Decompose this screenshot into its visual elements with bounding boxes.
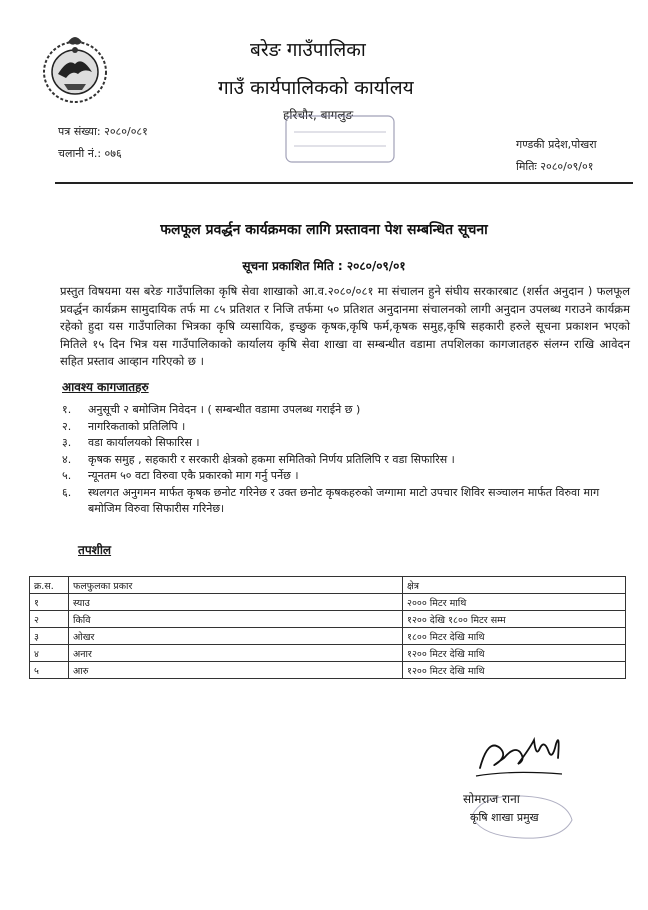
cell-sn: ३ — [30, 628, 69, 645]
cell-sn: २ — [30, 611, 69, 628]
documents-title: आवश्य कागजातहरु — [62, 380, 149, 394]
cell-area: १२०० देखि १८०० मिटर सम्म — [403, 611, 626, 628]
table-row — [30, 628, 626, 645]
cell-sn: १ — [30, 594, 69, 611]
reference-left — [58, 121, 148, 165]
notice-subject: फलफूल प्रवर्द्धन कार्यक्रमका लागि प्रस्तावना पेश सम्बन्धित सूचना — [160, 222, 488, 238]
cell-area: १२०० मिटर देखि माथि — [403, 645, 626, 662]
cell-fruit: अनार — [69, 645, 403, 662]
col-header-area: क्षेत्र — [403, 577, 626, 594]
cell-area: २००० मिटर माथि — [403, 594, 626, 611]
letter-date: मितिः २०८०/०९/०१ — [516, 160, 594, 173]
table-header-row — [30, 577, 626, 594]
list-item: ५. न्यूनतम ५० वटा विरुवा एकै प्रकारको माग गर्नु पर्नेछ । — [62, 469, 299, 482]
cell-fruit: स्याउ — [69, 594, 403, 611]
list-item: १. अनुसूची २ बमोजिम निवेदन । ( सम्बन्धीत वडामा उपलब्ध गराईने छ ) — [62, 403, 361, 416]
nepal-emblem-icon — [38, 28, 112, 106]
schedule-title: तपशील — [78, 543, 112, 557]
cell-fruit: आरु — [69, 662, 403, 679]
col-header-fruit: फलफुलका प्रकार — [69, 577, 403, 594]
list-item: ३. वडा कार्यालयको सिफारिस । — [62, 436, 200, 449]
list-item: २. नागरिकताको प्रतिलिपि । — [62, 419, 186, 433]
letter-number: पत्र संख्या: २०८०/०८१ — [58, 125, 148, 138]
table-row — [30, 611, 626, 628]
office-stamp — [280, 112, 400, 167]
table-row — [30, 662, 626, 679]
office-address: हरिचौर, बागलुङ — [283, 108, 354, 122]
schedule-table — [29, 576, 626, 679]
reference-right — [516, 134, 597, 178]
documents-list — [62, 402, 622, 518]
handwritten-signature — [470, 718, 570, 788]
table-row — [30, 594, 626, 611]
list-item: ६. स्थलगत अनुगमन मार्फत कृषक छनोट गरिनेछ र उक्त छनोट कृषकहरुको जग्गामा माटो उपचार शिविर सञ्चालन मार्फत विरुवा माग बमोजिम विरुवा सिफारीस गरिनेछ। — [62, 485, 600, 515]
org-name: बरेङ गाउँपालिका — [250, 39, 366, 61]
table-row — [30, 645, 626, 662]
published-date: सूचना प्रकाशित मिति : २०८०/०९/०१ — [242, 259, 406, 273]
col-header-sn: क्र.स. — [30, 577, 69, 594]
signer-name: सोमराज राना — [463, 792, 520, 806]
cell-sn: ४ — [30, 645, 69, 662]
cell-fruit: किवि — [69, 611, 403, 628]
notice-body: प्रस्तुत विषयमा यस बरेङ गाउँपालिका कृषि सेवा शाखाको आ.व.२०८०/०८१ मा संचालन हुने संघीय सरकारबाट (शर्सत अनुदान ) फलफूल प्रवर्द्धन कार्यक्रम सामुदायिक तर्फ मा ८५ प्रतिशत र निजि तर्फमा ५० प्रतिशत अनुदानमा संचालनको लागी अनुदान उपलब्ध गराउने कार्यक्रम रहेको हुदा यस गाउँपालिका भित्रका कृषि व्यसायिक, इच्छुक कृषक,कृषि फर्म,कृषक समुह,कृषि सहकारी हरुले सूचना प्रकाशन भएको मितिले १५ दिन भित्र यस गाउँपालिकाको कार्यालय कृषि सेवा शाखा वा सम्बन्धीत वडामा तपशिलका कागजातहरु संलग्न राखि आवेदन सहित प्रस्ताव आव्हान गरिएको छ । — [60, 284, 630, 368]
province: गण्डकी प्रदेश,पोखरा — [516, 138, 597, 151]
dispatch-number: चलानी नं.: ०७६ — [58, 147, 122, 160]
signer-title: कृषि शाखा प्रमुख — [470, 811, 539, 824]
cell-sn: ५ — [30, 662, 69, 679]
cell-area: १२०० मिटर देखि माथि — [403, 662, 626, 679]
cell-fruit: ओखर — [69, 628, 403, 645]
office-name: गाउँ कार्यपालिकको कार्यालय — [218, 77, 414, 99]
cell-area: १८०० मिटर देखि माथि — [403, 628, 626, 645]
header-divider — [55, 182, 633, 184]
list-item: ४. कृषक समुह , सहकारी र सरकारी क्षेत्रको हकमा समितिको निर्णय प्रतिलिपि र वडा सिफारिस । — [62, 452, 455, 466]
